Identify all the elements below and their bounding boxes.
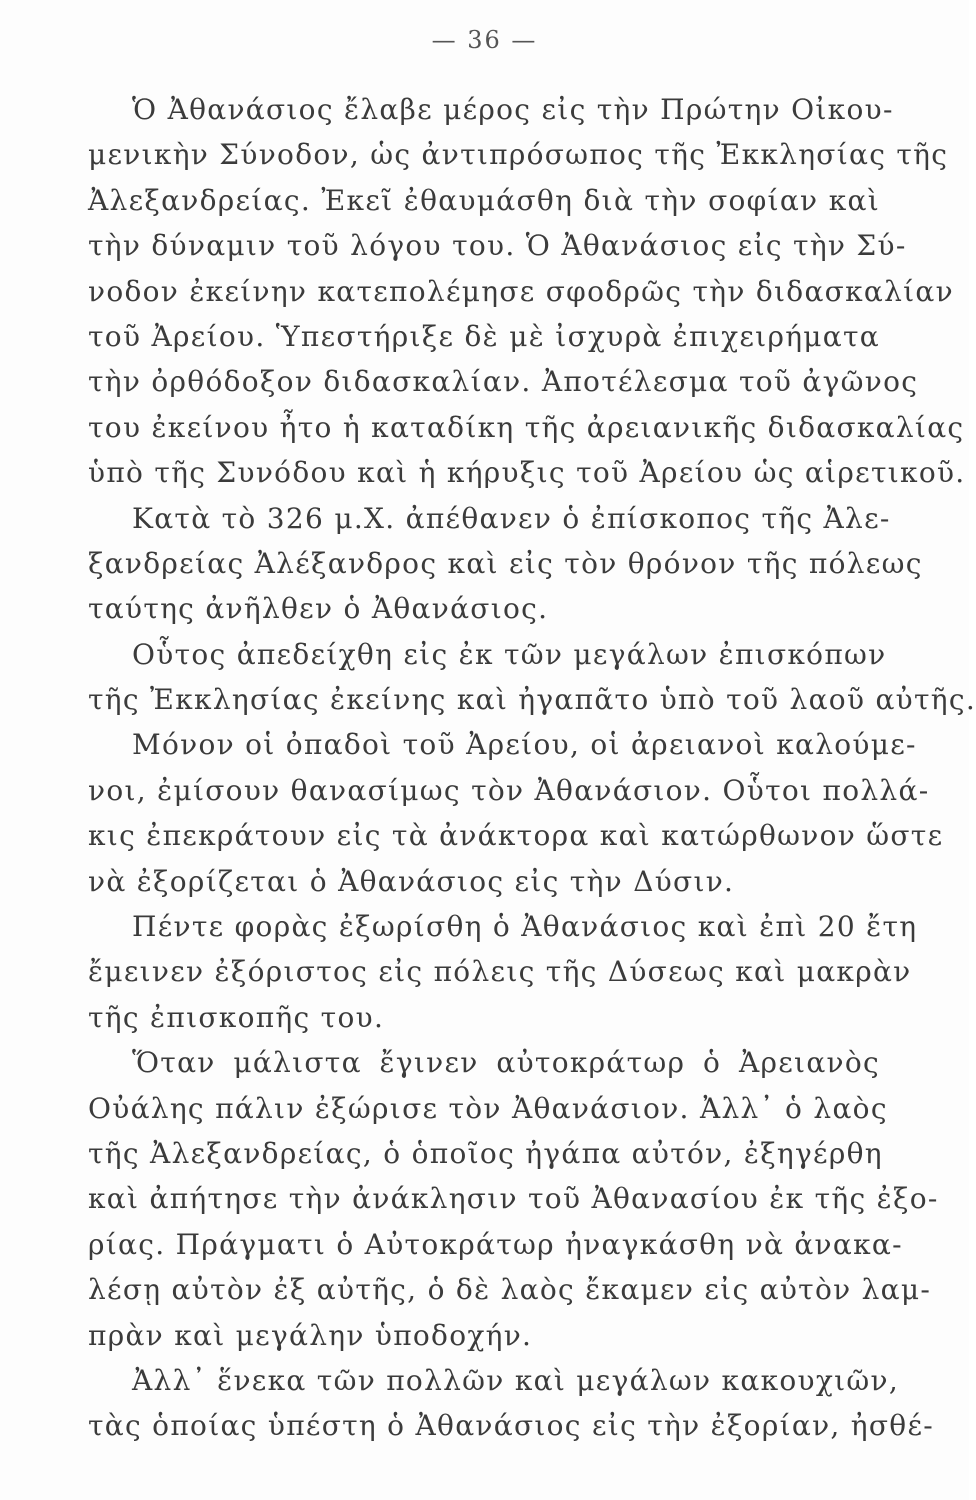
text-line: τῆς Ἐκκλησίας ἐκείνης καὶ ἠγαπᾶτο ὑπὸ τοῦ λαοῦ αὐτῆς. <box>88 683 976 717</box>
text-line: κις ἐπεκράτουν εἰς τὰ ἀνάκτορα καὶ κατώρθωνον ὥστε <box>88 819 944 853</box>
text-line: ξανδρείας Ἀλέξανδρος καὶ εἰς τὸν θρόνον τῆς πόλεως <box>88 546 923 580</box>
text-line: Ὅταν μάλιστα ἔγινεν αὐτοκράτωρ ὁ Ἀρειανὸς <box>132 1046 880 1080</box>
text-line: ὑπὸ τῆς Συνόδου καὶ ἡ κήρυξις τοῦ Ἀρείου ὡς αἱρετικοῦ. <box>88 456 966 490</box>
text-line: τοῦ Ἀρείου. Ὑπεστήριξε δὲ μὲ ἰσχυρὰ ἐπιχειρήματα <box>88 319 880 353</box>
text-line: Ἀλλ᾽ ἕνεκα τῶν πολλῶν καὶ μεγάλων κακουχιῶν, <box>132 1363 900 1397</box>
text-line: Μόνον οἱ ὀπαδοὶ τοῦ Ἀρείου, οἱ ἀρειανοὶ καλούμε- <box>132 728 917 762</box>
text-line: τὴν ὀρθόδοξον διδασκαλίαν. Ἀποτέλεσμα τοῦ ἀγῶνος <box>88 365 919 399</box>
text-line: τῆς Ἀλεξανδρείας, ὁ ὁποῖος ἠγάπα αὐτόν, ἐξηγέρθη <box>88 1136 883 1170</box>
text-line: Οὐάλης πάλιν ἐξώρισε τὸν Ἀθανάσιον. Ἀλλ᾽ ὁ λαὸς <box>88 1091 888 1125</box>
text-line: πρὰν καὶ μεγάλην ὑποδοχήν. <box>88 1318 533 1352</box>
text-line: Ὁ Ἀθανάσιος ἔλαβε μέρος εἰς τὴν Πρώτην Οἰκου- <box>132 93 894 126</box>
text-line: Πέντε φορὰς ἐξωρίσθη ὁ Ἀθανάσιος καὶ ἐπὶ 20 ἔτη <box>132 910 918 944</box>
text-line: ταύτης ἀνῆλθεν ὁ Ἀθανάσιος. <box>88 592 549 626</box>
text-line: καὶ ἀπήτησε τὴν ἀνάκλησιν τοῦ Ἀθανασίου ἐκ τῆς ἐξο- <box>88 1182 939 1216</box>
text-line: Κατὰ τὸ 326 μ.Χ. ἀπέθανεν ὁ ἐπίσκοπος τῆς Ἀλε- <box>132 501 891 535</box>
text-line: Ἀλεξανδρείας. Ἐκεῖ ἐθαυμάσθη διὰ τὴν σοφίαν καὶ <box>88 183 880 217</box>
text-line: νοι, ἐμίσουν θανασίμως τὸν Ἀθανάσιον. Οὗτοι πολλά- <box>88 773 930 807</box>
text-line: τῆς ἐπισκοπῆς του. <box>88 1000 385 1034</box>
text-line: του ἐκείνου ἦτο ἡ καταδίκη τῆς ἀρειανικῆς διδασκαλίας <box>88 410 965 444</box>
text-line: νὰ ἐξορίζεται ὁ Ἀθανάσιος εἰς τὴν Δύσιν. <box>88 864 735 898</box>
text-line: ἔμεινεν ἐξόριστος εἰς πόλεις τῆς Δύσεως καὶ μακρὰν <box>88 955 912 989</box>
text-line: νοδον ἐκείνην κατεπολέμησε σφοδρῶς τὴν διδασκαλίαν <box>88 274 954 308</box>
text-line: τὰς ὁποίας ὑπέστη ὁ Ἀθανάσιος εἰς τὴν ἐξορίαν, ἠσθέ- <box>88 1409 935 1443</box>
text-line: λέσῃ αὐτὸν ἐξ αὐτῆς, ὁ δὲ λαὸς ἔκαμεν εἰς αὐτὸν λαμ- <box>88 1273 932 1307</box>
body-text <box>88 87 976 1449</box>
text-line: Οὗτος ἀπεδείχθη εἰς ἐκ τῶν μεγάλων ἐπισκόπων <box>132 637 887 671</box>
text-line: τὴν δύναμιν τοῦ λόγου του. Ὁ Ἀθανάσιος εἰς τὴν Σύ- <box>88 229 907 263</box>
text-line: ρίας. Πράγματι ὁ Αὐτοκράτωρ ἠναγκάσθη νὰ ἀνακα- <box>88 1227 903 1261</box>
page-number: — 36 — <box>431 26 538 54</box>
text-line: μενικὴν Σύνοδον, ὡς ἀντιπρόσωπος τῆς Ἐκκλησίας τῆς <box>88 138 949 172</box>
